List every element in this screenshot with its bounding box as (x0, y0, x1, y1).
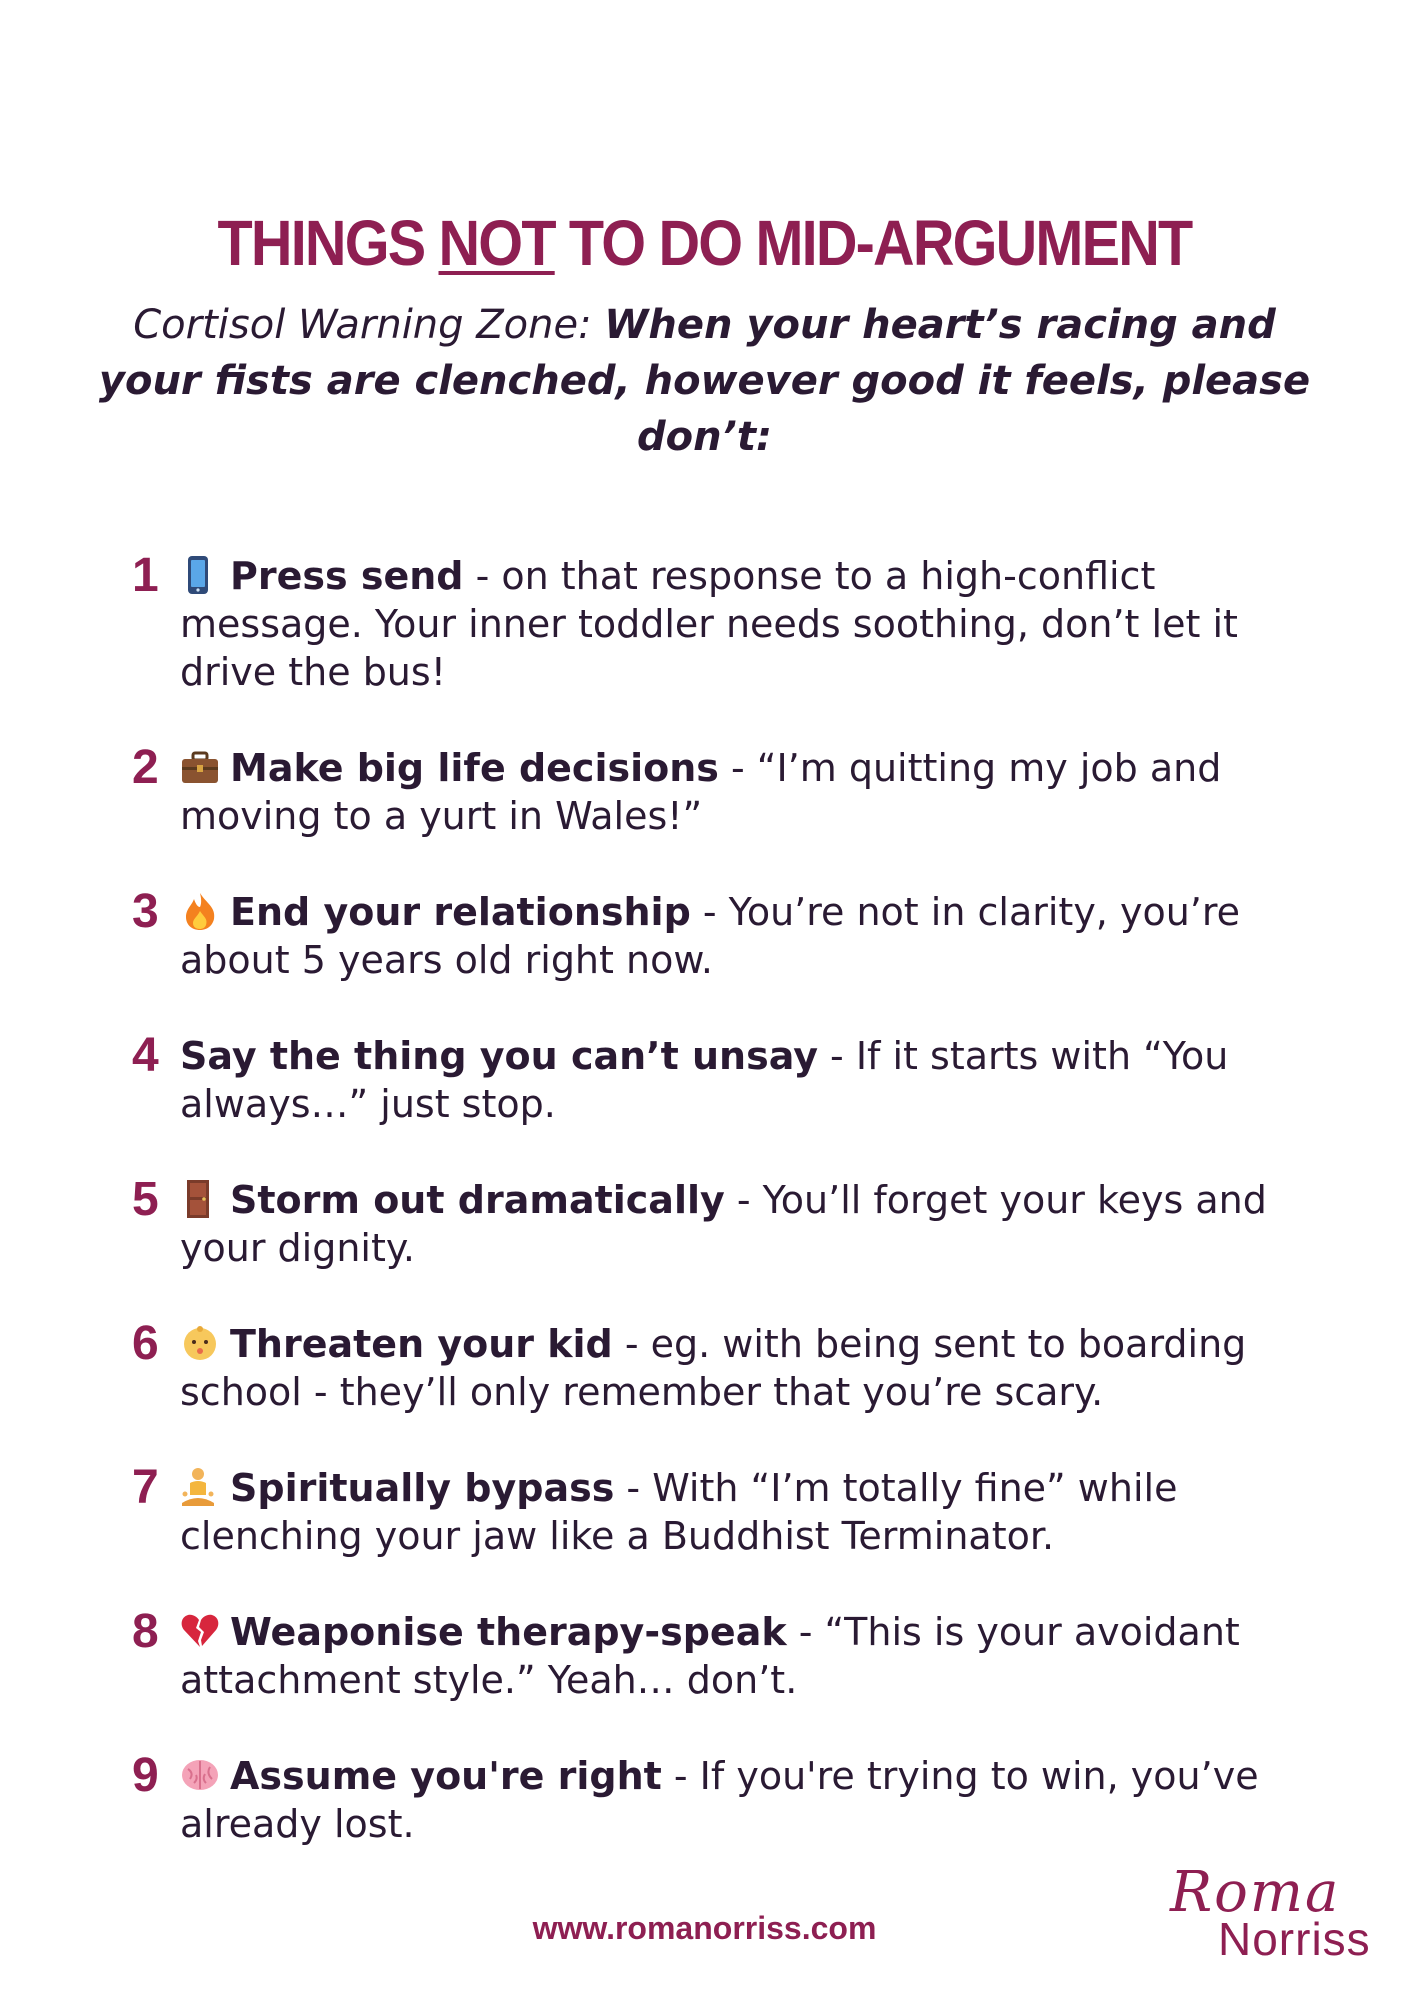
item-heading: Storm out dramatically (230, 1178, 725, 1222)
item-body: - If you're trying to win, you’ve already lost. (180, 1754, 1259, 1846)
title-not-emphasis: NOT (438, 207, 555, 279)
item-text (180, 552, 1300, 696)
brand-logo (1170, 1860, 1370, 1970)
item-body: - on that response to a high-conflict message. Your inner toddler needs soothing, don’t let it drive the bus! (180, 554, 1238, 694)
mobile-phone-icon (180, 555, 216, 595)
item-body: - “This is your avoidant attachment style.” Yeah… don’t. (180, 1610, 1240, 1702)
title-part: TO DO MID-ARGUMENT (554, 207, 1192, 279)
item-number: 1 (132, 549, 159, 602)
item-text (180, 1320, 1300, 1416)
item-text (180, 1032, 1300, 1128)
subtitle-emphasis: When your heart’s racing and your fists are clenched, however good it feels, please don’t: (98, 302, 1311, 460)
item-body: - With “I’m totally fine” while clenching your jaw like a Buddhist Terminator. (180, 1466, 1178, 1558)
item-number: 3 (132, 885, 159, 938)
item-number: 5 (132, 1173, 159, 1226)
item-heading: Spiritually bypass (230, 1466, 615, 1510)
subtitle-lead: Cortisol Warning Zone: (133, 302, 605, 348)
item-text (180, 1608, 1300, 1704)
item-body: - eg. with being sent to boarding school - they’ll only remember that you’re scary. (180, 1322, 1247, 1414)
item-number: 8 (132, 1605, 159, 1658)
item-heading: Press send (230, 554, 464, 598)
item-heading: Make big life decisions (230, 746, 719, 790)
logo-script-text: Roma (1170, 1860, 1341, 1925)
fire-icon (180, 891, 216, 931)
brain-icon (180, 1755, 216, 1795)
item-number: 4 (132, 1029, 159, 1082)
door-icon (180, 1179, 216, 1219)
item-text (180, 888, 1300, 984)
briefcase-icon (180, 747, 216, 787)
item-body: - You’re not in clarity, you’re about 5 years old right now. (180, 890, 1241, 982)
baby-face-icon (180, 1323, 216, 1363)
item-heading: End your relationship (230, 890, 691, 934)
item-heading: Weaponise therapy-speak (230, 1610, 787, 1654)
item-number: 9 (132, 1749, 159, 1802)
item-body: - If it starts with “You always…” just stop. (180, 1034, 1229, 1126)
item-number: 6 (132, 1317, 159, 1370)
meditating-person-icon (180, 1467, 216, 1507)
item-number: 7 (132, 1461, 159, 1514)
item-text (180, 1176, 1300, 1272)
item-text (180, 744, 1300, 840)
item-heading: Assume you're right (230, 1754, 662, 1798)
broken-heart-icon (180, 1611, 216, 1651)
logo-sans-text: Norriss (1218, 1913, 1371, 1965)
item-text (180, 1752, 1300, 1848)
item-heading: Say the thing you can’t unsay (180, 1034, 818, 1078)
footer-website-link[interactable]: www.romanorriss.com (532, 1910, 877, 1946)
item-text (180, 1464, 1300, 1560)
item-heading: Threaten your kid (230, 1322, 613, 1366)
item-body: - You’ll forget your keys and your dignity. (180, 1178, 1267, 1270)
title-part: THINGS (217, 207, 439, 279)
item-body: - “I’m quitting my job and moving to a yurt in Wales!” (180, 746, 1222, 838)
item-number: 2 (132, 741, 159, 794)
